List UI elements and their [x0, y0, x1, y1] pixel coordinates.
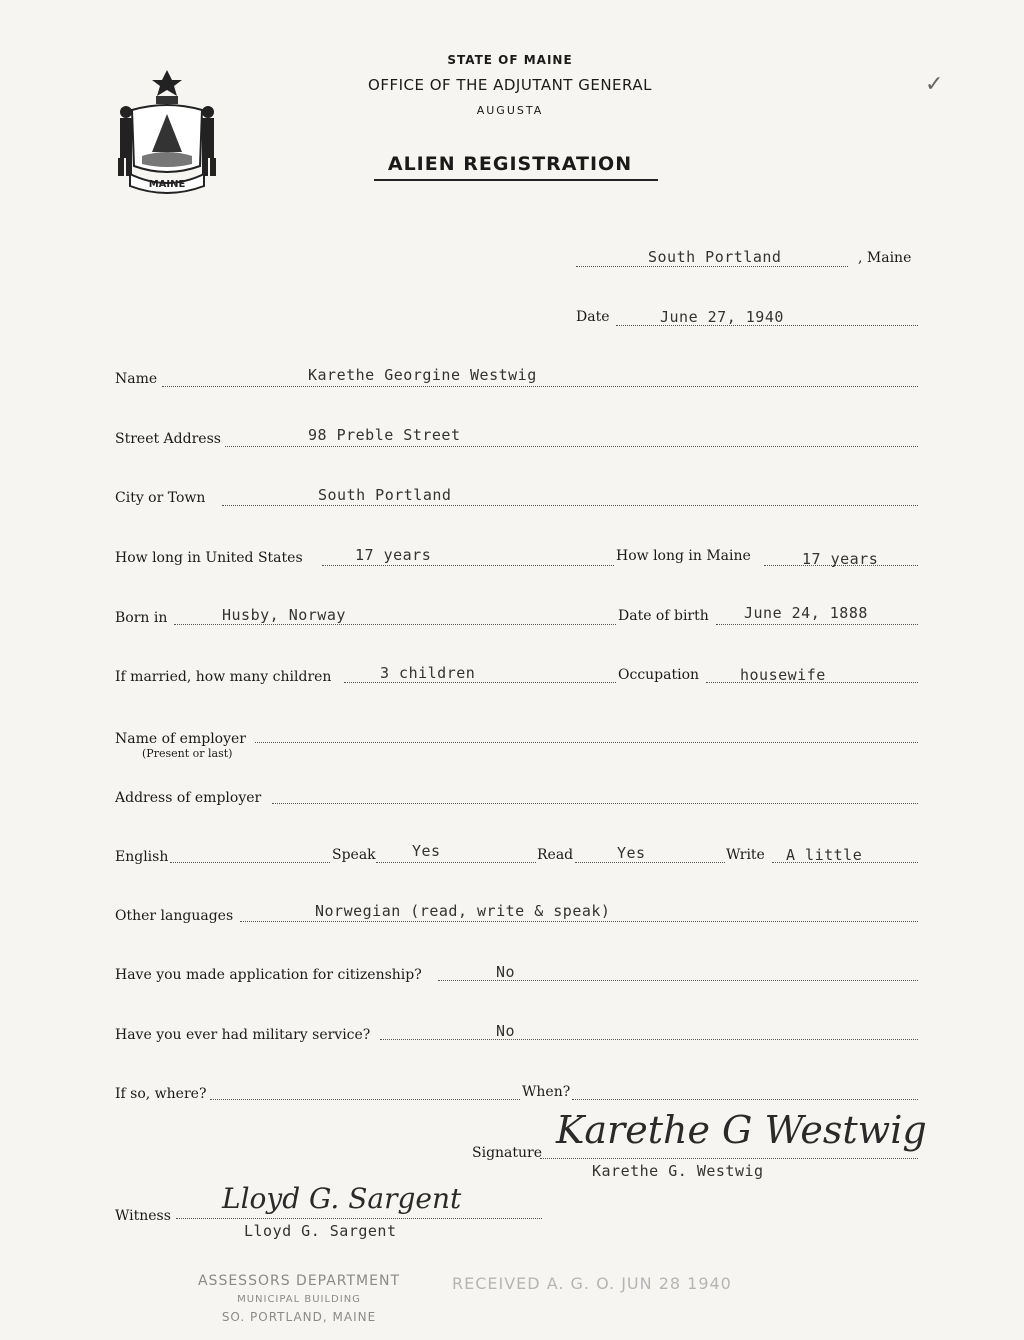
city-value: South Portland	[318, 486, 452, 504]
other-lang-value: Norwegian (read, write & speak)	[315, 902, 611, 920]
speak-value: Yes	[412, 842, 441, 860]
check-mark-icon: ✓	[925, 72, 944, 97]
witness-typed: Lloyd G. Sargent	[244, 1222, 397, 1240]
military-label: Have you ever had military service?	[115, 1027, 371, 1043]
military-value: No	[496, 1022, 516, 1040]
english-label: English	[115, 849, 169, 865]
occupation-value: housewife	[740, 666, 826, 684]
assessors-stamp-line2: MUNICIPAL BUILDING	[237, 1294, 361, 1305]
us-time-label: How long in United States	[115, 550, 303, 566]
location-value: South Portland	[648, 248, 782, 266]
write-label: Write	[726, 847, 765, 863]
signature-typed: Karethe G. Westwig	[592, 1162, 764, 1180]
speak-label: Speak	[332, 847, 376, 863]
speak-line	[376, 862, 536, 863]
when-line	[572, 1099, 918, 1100]
read-line	[575, 862, 725, 863]
employer-address-label: Address of employer	[115, 790, 262, 806]
title-underline	[374, 179, 658, 181]
seal-lettering: MAINE	[148, 179, 186, 190]
location-line	[576, 266, 848, 267]
city-label: City or Town	[115, 490, 206, 506]
street-line	[225, 446, 918, 447]
location-suffix: , Maine	[858, 250, 912, 266]
where-line	[210, 1099, 520, 1100]
english-line	[170, 862, 330, 863]
born-in-line	[174, 624, 616, 625]
maine-time-label: How long in Maine	[616, 548, 751, 564]
header-state: STATE OF MAINE	[447, 53, 573, 67]
dob-line	[716, 624, 918, 625]
children-label: If married, how many children	[115, 669, 332, 685]
form-title: ALIEN REGISTRATION	[387, 153, 633, 175]
where-label: If so, where?	[115, 1086, 207, 1102]
received-stamp: RECEIVED A. G. O. JUN 28 1940	[452, 1274, 732, 1293]
name-label: Name	[115, 371, 158, 387]
date-label: Date	[576, 309, 610, 325]
name-value: Karethe Georgine Westwig	[308, 366, 537, 384]
header-office: OFFICE OF THE ADJUTANT GENERAL	[368, 76, 652, 94]
write-value: A little	[786, 846, 863, 864]
maine-time-value: 17 years	[802, 550, 879, 568]
us-time-line	[322, 565, 614, 566]
children-value: 3 children	[380, 664, 476, 682]
witness-handwritten: Lloyd G. Sargent	[222, 1182, 462, 1215]
born-in-label: Born in	[115, 610, 168, 626]
occupation-label: Occupation	[618, 667, 700, 683]
citizenship-label: Have you made application for citizenship?	[115, 967, 422, 983]
dob-value: June 24, 1888	[744, 604, 868, 622]
other-lang-label: Other languages	[115, 908, 234, 924]
when-label: When?	[522, 1084, 571, 1100]
assessors-stamp-line3: SO. PORTLAND, MAINE	[221, 1310, 377, 1324]
read-label: Read	[537, 847, 574, 863]
header-city: AUGUSTA	[476, 104, 544, 117]
signature-handwritten: Karethe G Westwig	[556, 1108, 927, 1152]
employer-line	[255, 742, 918, 743]
employer-label: Name of employer	[115, 731, 246, 747]
employer-sublabel: (Present or last)	[142, 747, 233, 760]
other-lang-line	[240, 921, 918, 922]
assessors-stamp-line1: ASSESSORS DEPARTMENT	[197, 1273, 400, 1289]
signature-label: Signature	[472, 1145, 543, 1161]
witness-label: Witness	[115, 1208, 171, 1224]
born-in-value: Husby, Norway	[222, 606, 346, 624]
date-value: June 27, 1940	[660, 308, 784, 326]
witness-line	[176, 1218, 542, 1219]
name-line	[162, 386, 918, 387]
us-time-value: 17 years	[355, 546, 432, 564]
employer-address-line	[272, 803, 918, 804]
dob-label: Date of birth	[618, 608, 709, 624]
military-line	[380, 1039, 918, 1040]
read-value: Yes	[617, 844, 646, 862]
street-label: Street Address	[115, 431, 221, 447]
street-value: 98 Preble Street	[308, 426, 461, 444]
state-seal-icon	[112, 66, 222, 196]
citizenship-value: No	[496, 963, 516, 981]
city-line	[222, 505, 918, 506]
signature-line	[540, 1158, 918, 1159]
children-line	[344, 682, 616, 683]
